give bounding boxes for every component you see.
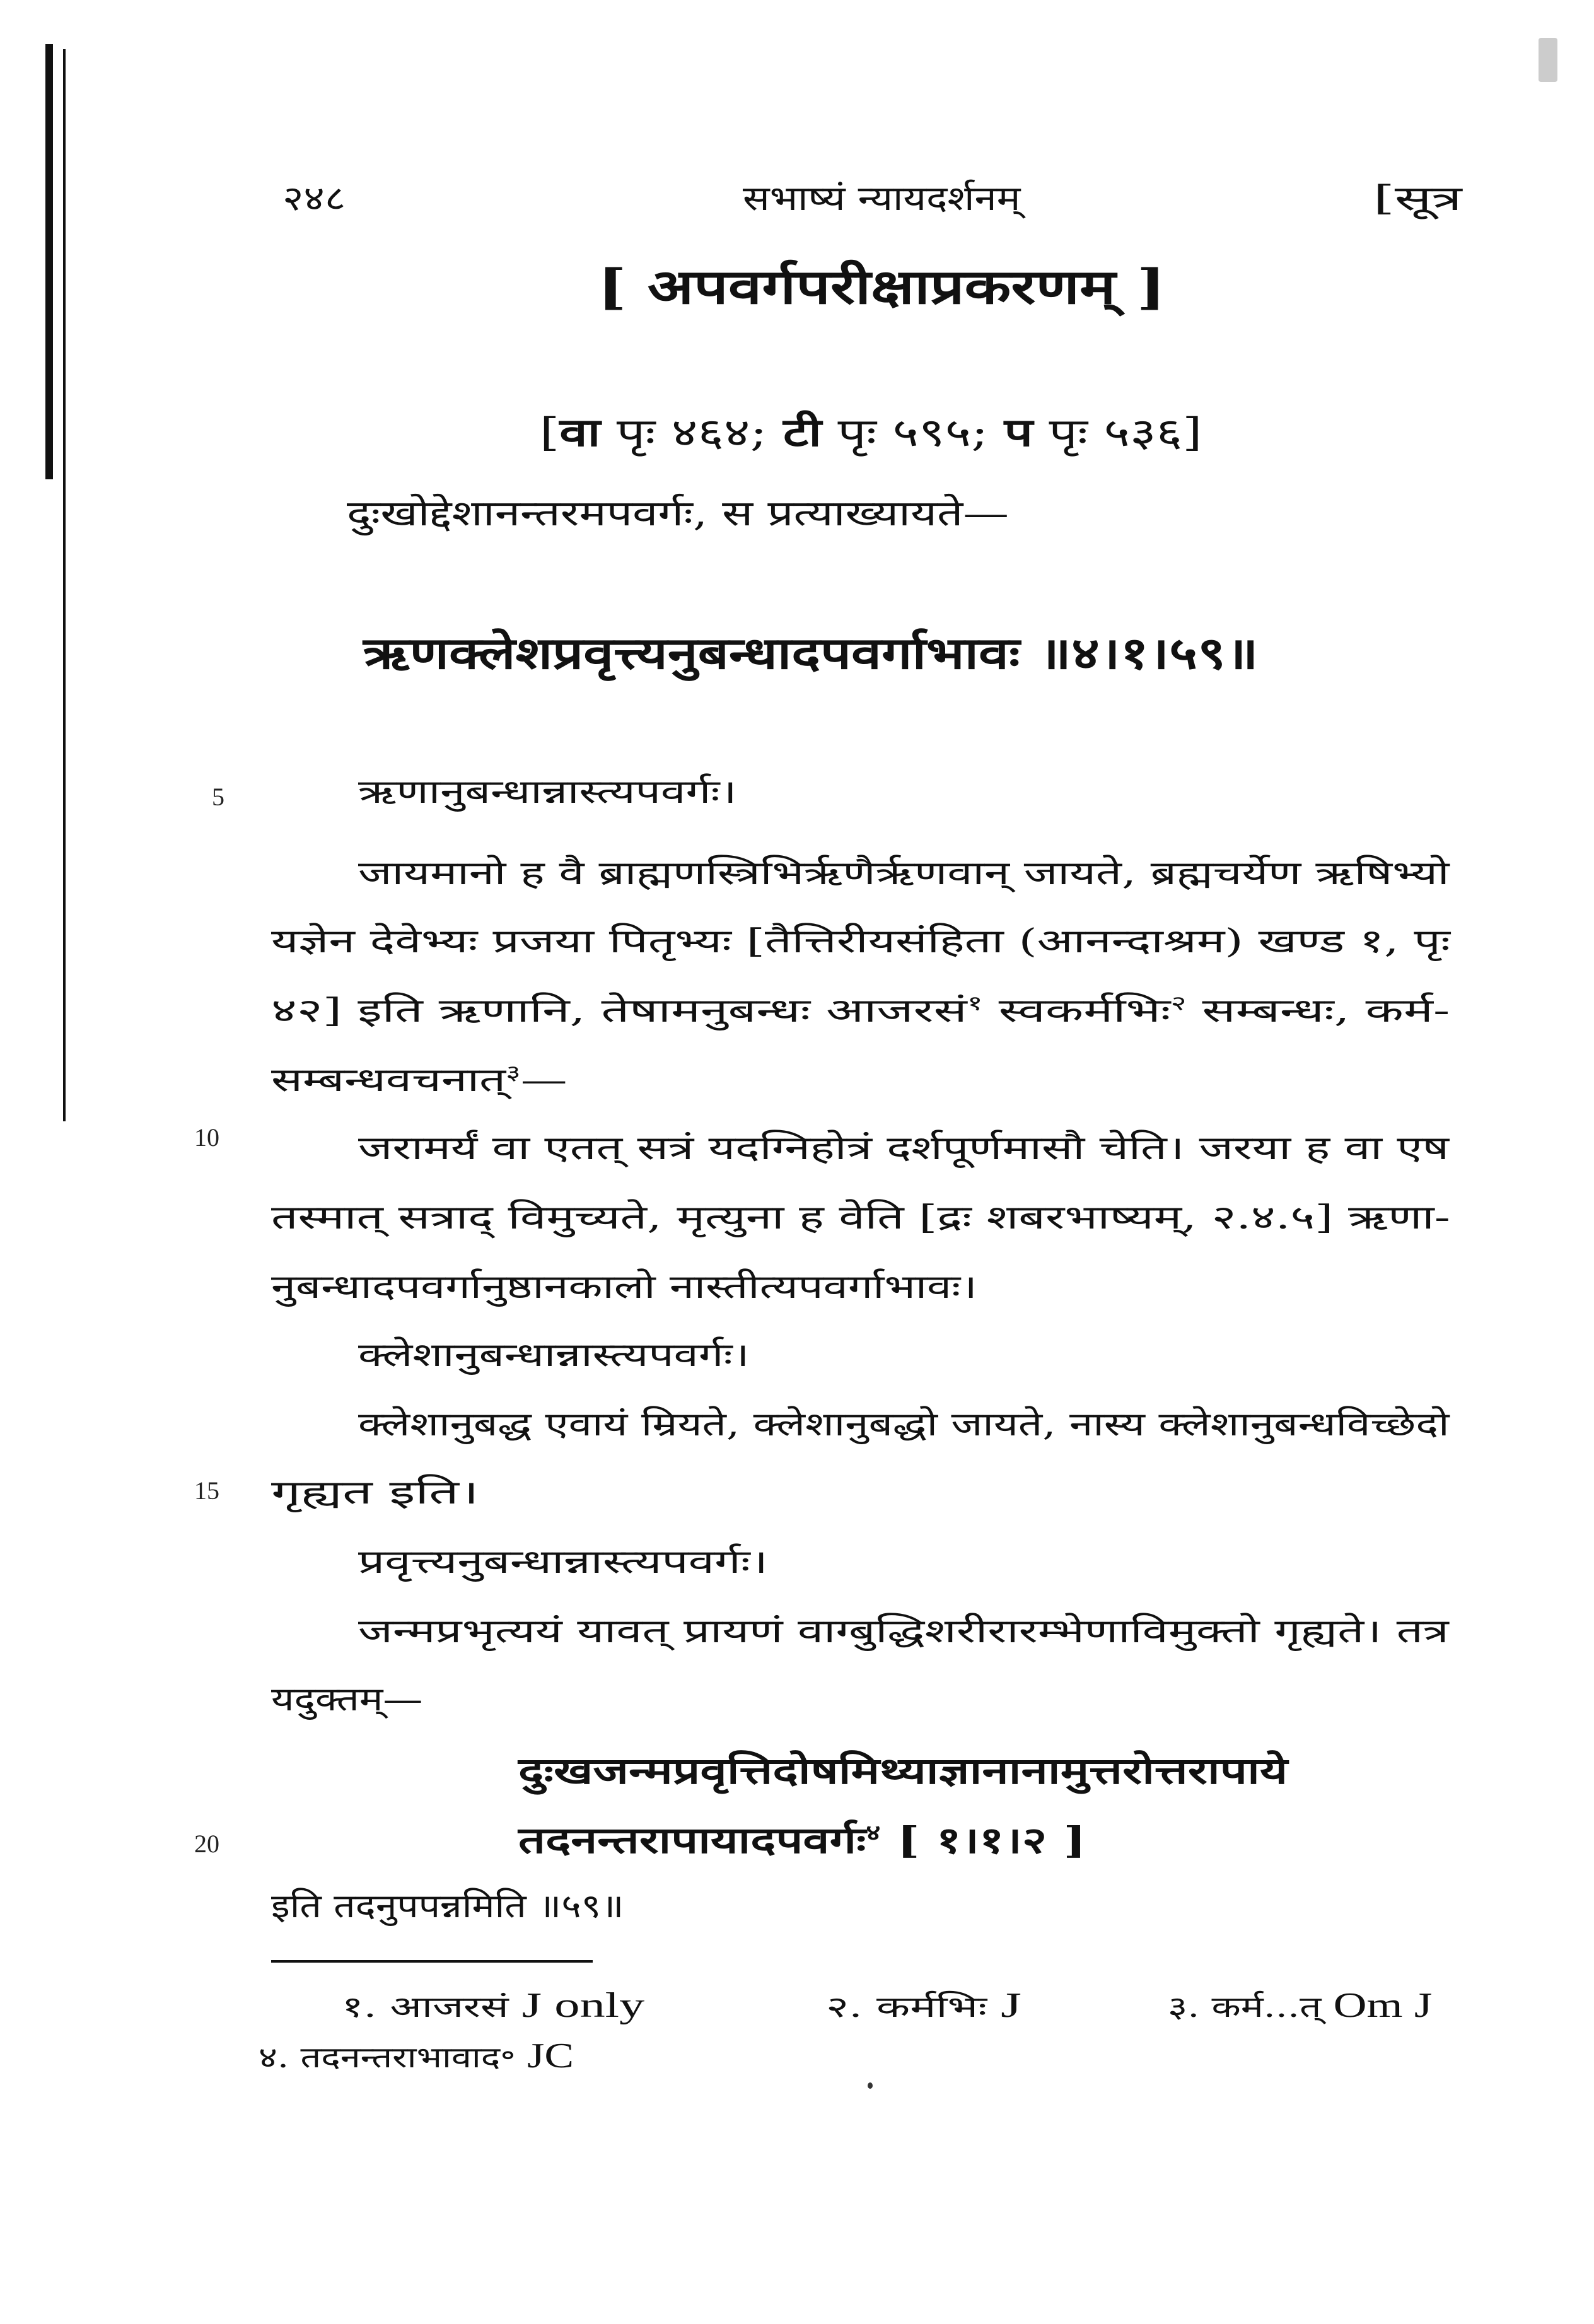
footnote-label: ४. तदनन्तराभावाद॰ xyxy=(259,2040,516,2074)
footnote-label: २. कर्मभिः xyxy=(826,1990,987,2024)
body-line: जन्मप्रभृत्ययं यावत् प्रायणं वाग्बुद्धिशरीरारम्भेणाविमुक्तो गृह्यते। तत्र xyxy=(358,1613,1449,1650)
body-line: प्रवृत्त्यनुबन्धान्नास्त्यपवर्गः। xyxy=(358,1543,768,1581)
footnote-marker: ४ xyxy=(866,1820,881,1846)
body-line: क्लेशानुबन्धान्नास्त्यपवर्गः। xyxy=(358,1336,750,1374)
footnote-siglum: JC xyxy=(527,2036,574,2076)
footnote-siglum: J only xyxy=(521,1986,645,2025)
body-segment: स्वकर्मभिः xyxy=(982,992,1171,1030)
quote-segment: [ १।१।२ ] xyxy=(880,1819,1086,1862)
running-title: सभाष्यं न्यायदर्शनम् xyxy=(743,178,1021,218)
footnote-label: ३. कर्म...त् xyxy=(1168,1990,1322,2024)
footnote-2 xyxy=(826,1978,1021,2035)
footnote-1 xyxy=(342,1978,644,2035)
ref-ti-label: टी xyxy=(782,409,822,455)
body-line: क्लेशानुबद्ध एवायं म्रियते, क्लेशानुबद्धो जायते, नास्य क्लेशानुबन्धविच्छेदो xyxy=(358,1406,1450,1444)
body-segment: सम्बन्धः, कर्म- xyxy=(1186,992,1450,1030)
body-line: जायमानो ह वै ब्राह्मणस्त्रिभिर्ऋणैर्ऋणवान् जायते, ब्रह्मचर्येण ऋषिभ्यो xyxy=(358,855,1450,892)
ref-va-label: वा xyxy=(559,409,601,455)
line-number: 10 xyxy=(194,1123,219,1152)
footnote-siglum: J xyxy=(1001,1986,1021,2025)
body-line: गृह्यत इति। xyxy=(271,1474,479,1512)
footnote-marker: ३ xyxy=(506,1060,521,1085)
ref-pa-value: पृः ५३६ xyxy=(1049,409,1183,455)
body-line: जरामर्यं वा एतत् सत्रं यदग्निहोत्रं दर्शपूर्णमासौ चेति। जरया ह वा एष xyxy=(358,1130,1450,1167)
body-line: नुबन्धादपवर्गानुष्ठानकालो नास्तीत्यपवर्गाभावः। xyxy=(271,1268,977,1306)
ref-close-bracket: ] xyxy=(1182,409,1202,455)
body-line: ऋणानुबन्धान्नास्त्यपवर्गः। xyxy=(358,773,737,811)
quote-segment: तदनन्तरापायादपवर्गः xyxy=(518,1819,866,1862)
footnote-marker: १ xyxy=(967,991,983,1015)
body-segment: सम्बन्धवचनात् xyxy=(271,1061,506,1099)
body-line: तस्मात् सत्राद् विमुच्यते, मृत्युना ह वेति [द्रः शबरभाष्यम्, २.४.५] ऋणा- xyxy=(271,1199,1450,1237)
ref-open-bracket: [ xyxy=(540,409,560,455)
line-number: 5 xyxy=(212,783,224,811)
ref-pa-label: प xyxy=(1004,409,1033,455)
body-segment: ४२] इति ऋणानि, तेषामनुबन्धः आजरसं xyxy=(271,992,967,1030)
sutra-text: ऋणक्लेशप्रवृत्त्यनुबन्धादपवर्गाभावः ॥४।१।५९॥ xyxy=(363,627,1259,679)
line-number: 20 xyxy=(194,1830,219,1858)
body-line: यदुक्तम्— xyxy=(271,1681,423,1719)
footnote-label: १. आजरसं xyxy=(342,1990,509,2024)
body-segment: — xyxy=(520,1061,567,1099)
footnote-4 xyxy=(259,2028,574,2085)
section-reference: [सूत्र xyxy=(1373,178,1462,218)
section-title: [ अपवर्गपरीक्षाप्रकरणम् ] xyxy=(598,259,1166,315)
intro-line: दुःखोद्देशानन्तरमपवर्गः, स प्रत्याख्यायते— xyxy=(347,493,1009,534)
closing-line: इति तदनुपपन्नमिति ॥५९॥ xyxy=(271,1888,624,1925)
page-number: २४८ xyxy=(282,178,346,218)
body-line: यज्ञेन देवेभ्यः प्रजया पितृभ्यः [तैत्तिरीयसंहिता (आनन्दाश्रम) खण्ड १, पृः xyxy=(271,923,1451,961)
ref-ti-value: पृः ५९५; xyxy=(837,409,989,455)
scan-speck xyxy=(868,2082,873,2089)
ref-va-value: पृः ४६४; xyxy=(616,409,767,455)
footnote-siglum: Om J xyxy=(1333,1986,1433,2025)
footnote-3 xyxy=(1168,1978,1432,2035)
line-number: 15 xyxy=(194,1476,219,1505)
footnote-marker: २ xyxy=(1170,991,1187,1015)
quoted-sutra-line-1: दुःखजन्मप्रवृत्तिदोषमिथ्याज्ञानानामुत्तरोत्तरापाये xyxy=(518,1749,1288,1792)
